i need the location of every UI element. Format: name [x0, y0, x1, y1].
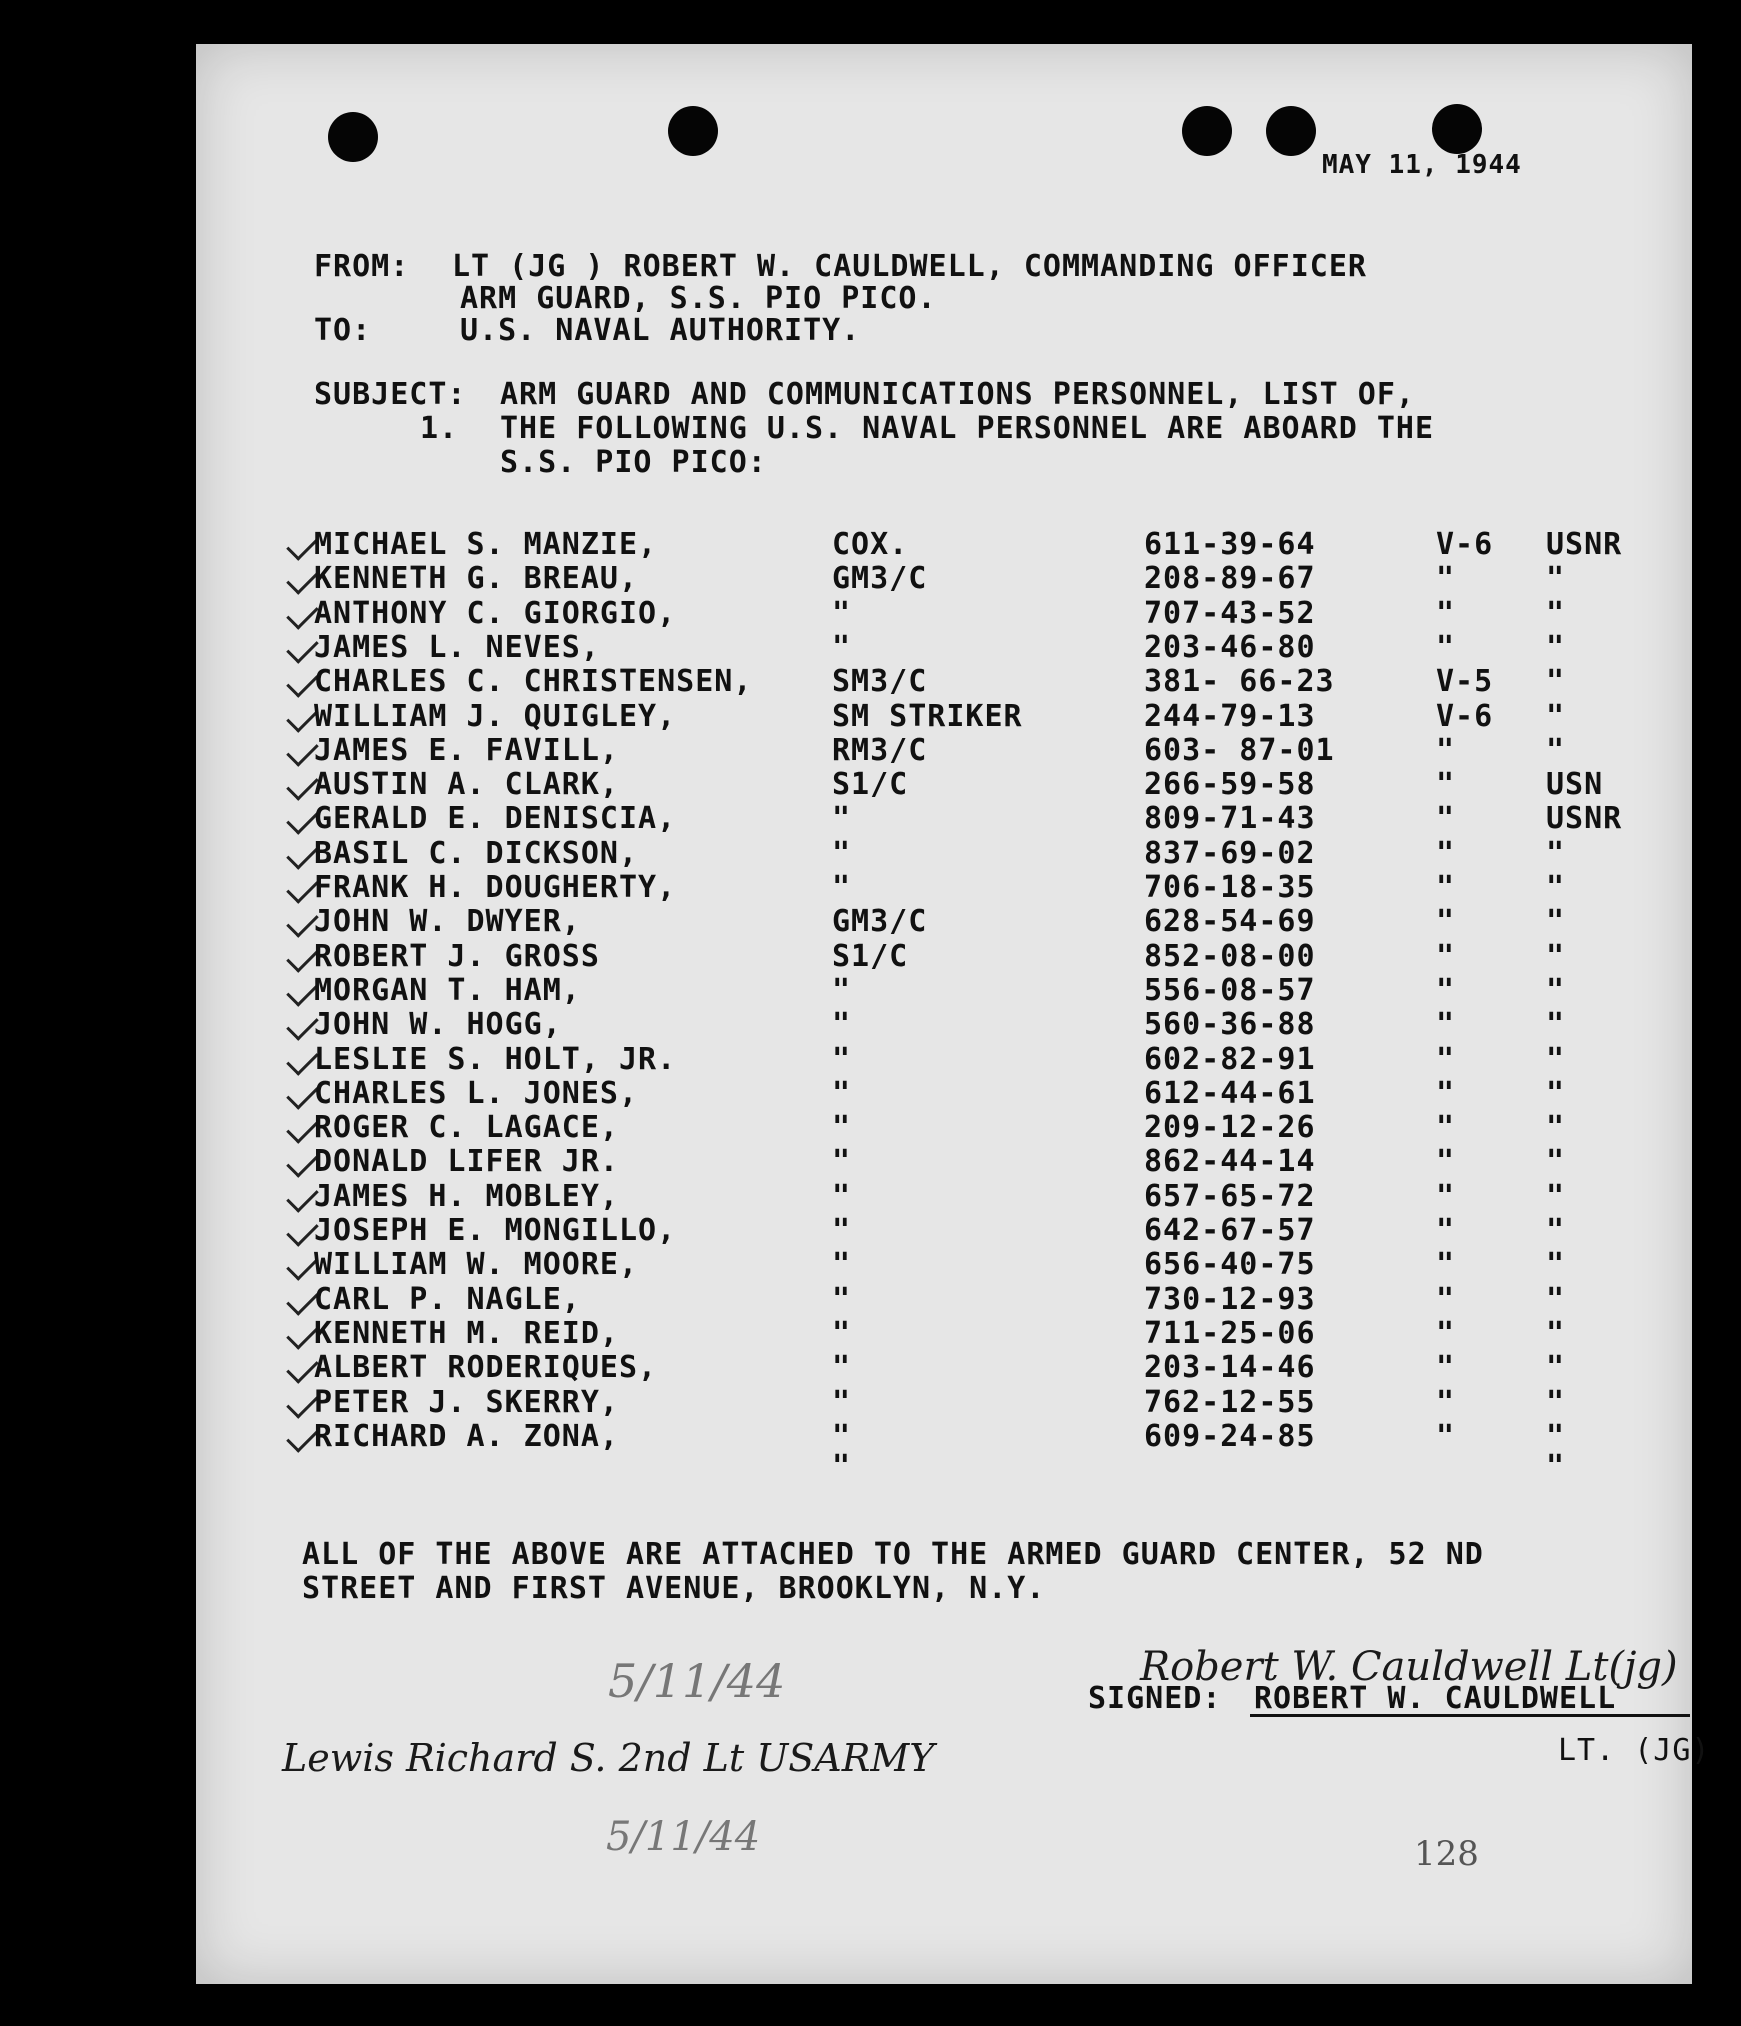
personnel-name: JAMES L. NEVES, — [314, 629, 600, 665]
personnel-name: ROBERT J. GROSS — [314, 938, 600, 974]
table-row — [196, 904, 1692, 941]
personnel-branch: " — [1546, 972, 1566, 1008]
table-row — [196, 629, 1692, 667]
personnel-service-number: 556-08-57 — [1144, 972, 1316, 1008]
personnel-branch: " — [1546, 629, 1566, 665]
personnel-rate: " — [832, 1075, 852, 1111]
personnel-rate: " — [832, 801, 852, 837]
personnel-rate: SM3/C — [832, 664, 928, 700]
personnel-name: JOSEPH E. MONGILLO, — [314, 1213, 677, 1248]
personnel-rate: " — [832, 870, 852, 905]
personnel-service-number: 809-71-43 — [1144, 801, 1316, 837]
personnel-name: ALBERT RODERIQUES, — [314, 1350, 658, 1386]
personnel-name: CHARLES C. CHRISTENSEN, — [314, 664, 753, 700]
personnel-branch: " — [1546, 664, 1566, 700]
personnel-class: " — [1436, 1213, 1456, 1248]
personnel-class: " — [1436, 1350, 1456, 1386]
table-row — [196, 698, 1692, 736]
personnel-service-number: 203-46-80 — [1144, 629, 1316, 665]
from-line-2: ARM GUARD, S.S. PIO PICO. — [460, 281, 937, 316]
personnel-service-number: 602-82-91 — [1144, 1041, 1316, 1077]
personnel-branch: " — [1546, 870, 1566, 905]
personnel-branch: " — [1546, 1247, 1566, 1283]
personnel-branch: " — [1546, 1350, 1566, 1386]
personnel-branch: USN — [1546, 767, 1604, 803]
personnel-branch: " — [1546, 1315, 1566, 1351]
personnel-name: PETER J. SKERRY, — [314, 1384, 619, 1420]
personnel-branch: " — [1546, 1007, 1566, 1043]
personnel-rate: GM3/C — [832, 561, 928, 597]
personnel-class: " — [1436, 801, 1456, 837]
personnel-service-number: 203-14-46 — [1144, 1350, 1316, 1386]
personnel-service-number: 762-12-55 — [1144, 1384, 1316, 1420]
personnel-rate: GM3/C — [832, 904, 928, 940]
personnel-rate: " — [832, 972, 852, 1008]
personnel-rate: " — [832, 1007, 852, 1043]
personnel-service-number: 862-44-14 — [1144, 1144, 1316, 1180]
table-row — [196, 1281, 1692, 1319]
personnel-service-number: 560-36-88 — [1144, 1007, 1316, 1043]
handwritten-signature: Robert W. Cauldwell Lt(jg) — [1140, 1644, 1678, 1690]
personnel-class: " — [1436, 835, 1456, 871]
personnel-rate: S1/C — [832, 938, 909, 974]
footer-line-1: ALL OF THE ABOVE ARE ATTACHED TO THE ARMED GUARD CENTER, 52 ND — [302, 1537, 1484, 1572]
personnel-rate: " — [832, 1418, 852, 1454]
punch-hole — [1432, 104, 1482, 154]
personnel-name: MICHAEL S. MANZIE, — [314, 527, 658, 562]
personnel-class: " — [1436, 561, 1456, 597]
personnel-service-number: 266-59-58 — [1144, 767, 1316, 803]
personnel-service-number: 381- 66-23 — [1144, 664, 1335, 700]
table-row — [196, 1213, 1692, 1250]
personnel-name: ANTHONY C. GIORGIO, — [314, 595, 677, 631]
personnel-service-number: 612-44-61 — [1144, 1075, 1316, 1111]
to-value: U.S. NAVAL AUTHORITY. — [460, 313, 861, 348]
personnel-branch: " — [1546, 1418, 1566, 1454]
paragraph-line-2: S.S. PIO PICO: — [500, 445, 767, 480]
personnel-name: WILLIAM W. MOORE, — [314, 1247, 639, 1283]
table-row — [196, 870, 1692, 907]
table-row — [196, 972, 1692, 1010]
personnel-name: KENNETH M. REID, — [314, 1315, 619, 1351]
personnel-branch: " — [1546, 835, 1566, 871]
personnel-rate: " — [832, 1281, 852, 1317]
personnel-name: KENNETH G. BREAU, — [314, 561, 639, 597]
ditto-mark: " — [1546, 1449, 1566, 1485]
personnel-class: " — [1436, 1384, 1456, 1420]
personnel-class: " — [1436, 1178, 1456, 1214]
personnel-class: " — [1436, 767, 1456, 803]
personnel-service-number: 209-12-26 — [1144, 1110, 1316, 1146]
personnel-class: " — [1436, 732, 1456, 768]
table-row — [196, 1075, 1692, 1113]
personnel-branch: " — [1546, 732, 1566, 768]
to-label: TO: — [314, 313, 372, 348]
personnel-service-number: 707-43-52 — [1144, 595, 1316, 631]
from-label: FROM: — [314, 249, 410, 284]
personnel-branch: " — [1546, 561, 1566, 597]
personnel-rate: " — [832, 1350, 852, 1386]
personnel-rate: " — [832, 1247, 852, 1283]
personnel-branch: " — [1546, 1213, 1566, 1248]
personnel-class: " — [1436, 870, 1456, 905]
personnel-service-number: 208-89-67 — [1144, 561, 1316, 597]
personnel-branch: " — [1546, 595, 1566, 631]
table-row — [196, 1041, 1692, 1079]
personnel-service-number: 603- 87-01 — [1144, 732, 1335, 768]
personnel-class: " — [1436, 1281, 1456, 1317]
table-row — [196, 1247, 1692, 1284]
personnel-class: V-6 — [1436, 527, 1494, 562]
paragraph-number: 1. — [420, 411, 459, 446]
subject-label: SUBJECT: — [314, 377, 467, 412]
signed-name: ROBERT W. CAULDWELL — [1254, 1681, 1617, 1716]
table-row — [196, 1144, 1692, 1181]
personnel-class: " — [1436, 595, 1456, 631]
personnel-rate: RM3/C — [832, 732, 928, 768]
personnel-rate: " — [832, 595, 852, 631]
table-row — [196, 1110, 1692, 1147]
personnel-rate: " — [832, 1315, 852, 1351]
personnel-class: " — [1436, 1075, 1456, 1111]
table-row — [196, 664, 1692, 701]
personnel-service-number: 642-67-57 — [1144, 1213, 1316, 1248]
trailing-ditto-row — [196, 1449, 1692, 1486]
handwritten-note: Lewis Richard S. 2nd Lt USARMY — [282, 1736, 935, 1780]
table-row — [196, 1418, 1692, 1456]
personnel-class: " — [1436, 1110, 1456, 1146]
personnel-service-number: 657-65-72 — [1144, 1178, 1316, 1214]
personnel-name: MORGAN T. HAM, — [314, 972, 581, 1008]
personnel-rate: " — [832, 1384, 852, 1420]
pencil-initials-date-1: 5/11/44 — [608, 1654, 786, 1708]
table-row — [196, 1007, 1692, 1044]
personnel-service-number: 611-39-64 — [1144, 527, 1316, 562]
personnel-branch: USNR — [1546, 801, 1623, 837]
personnel-rate: " — [832, 1213, 852, 1248]
ditto-mark: " — [832, 1449, 852, 1485]
personnel-name: JAMES H. MOBLEY, — [314, 1178, 619, 1214]
personnel-service-number: 244-79-13 — [1144, 698, 1316, 734]
personnel-branch: " — [1546, 1110, 1566, 1146]
footer-line-2: STREET AND FIRST AVENUE, BROOKLYN, N.Y. — [302, 1571, 1046, 1606]
from-line-1: LT (JG ) ROBERT W. CAULDWELL, COMMANDING OFFICER — [452, 249, 1367, 284]
table-row — [196, 561, 1692, 598]
personnel-rate: " — [832, 1144, 852, 1180]
subject-value: ARM GUARD AND COMMUNICATIONS PERSONNEL, LIST OF, — [500, 377, 1415, 412]
punch-hole — [668, 106, 718, 156]
personnel-class: " — [1436, 1144, 1456, 1180]
personnel-rate: " — [832, 1178, 852, 1214]
personnel-branch: " — [1546, 1144, 1566, 1180]
personnel-name: LESLIE S. HOLT, JR. — [314, 1041, 677, 1077]
personnel-roster — [196, 527, 1692, 1530]
personnel-class: " — [1436, 629, 1456, 665]
personnel-branch: " — [1546, 938, 1566, 974]
personnel-class: " — [1436, 1247, 1456, 1283]
personnel-rate: " — [832, 629, 852, 665]
paragraph-line-1: THE FOLLOWING U.S. NAVAL PERSONNEL ARE ABOARD THE — [500, 411, 1435, 446]
personnel-name: AUSTIN A. CLARK, — [314, 767, 619, 803]
personnel-name: CARL P. NAGLE, — [314, 1281, 581, 1317]
memo-date: MAY 11, 1944 — [1322, 150, 1522, 180]
personnel-name: JAMES E. FAVILL, — [314, 732, 619, 768]
personnel-class: " — [1436, 1418, 1456, 1454]
personnel-service-number: 656-40-75 — [1144, 1247, 1316, 1283]
signer-rank: LT. (JG) — [1558, 1733, 1711, 1768]
personnel-branch: " — [1546, 1041, 1566, 1077]
document-page — [196, 44, 1711, 1984]
personnel-name: DONALD LIFER JR. — [314, 1144, 619, 1180]
personnel-branch: " — [1546, 698, 1566, 734]
personnel-class: V-5 — [1436, 664, 1494, 700]
table-row — [196, 938, 1692, 976]
table-row — [196, 835, 1692, 873]
punch-hole — [328, 112, 378, 162]
pencil-initials-date-2: 5/11/44 — [606, 1814, 761, 1860]
personnel-service-number: 711-25-06 — [1144, 1315, 1316, 1351]
personnel-service-number: 852-08-00 — [1144, 938, 1316, 974]
personnel-rate: S1/C — [832, 767, 909, 803]
punch-hole — [1182, 106, 1232, 156]
personnel-branch: " — [1546, 1384, 1566, 1420]
personnel-name: BASIL C. DICKSON, — [314, 835, 639, 871]
personnel-branch: " — [1546, 904, 1566, 940]
table-row — [196, 1350, 1692, 1387]
personnel-branch: USNR — [1546, 527, 1623, 562]
personnel-name: WILLIAM J. QUIGLEY, — [314, 698, 677, 734]
signed-label: SIGNED: — [1088, 1681, 1222, 1716]
personnel-class: " — [1436, 972, 1456, 1008]
page-number: 128 — [1414, 1834, 1479, 1874]
personnel-branch: " — [1546, 1178, 1566, 1214]
personnel-rate: " — [832, 835, 852, 871]
personnel-name: CHARLES L. JONES, — [314, 1075, 639, 1111]
punch-hole — [1266, 106, 1316, 156]
personnel-rate: SM STRIKER — [832, 698, 1023, 734]
table-row — [196, 595, 1692, 633]
personnel-name: FRANK H. DOUGHERTY, — [314, 870, 677, 905]
personnel-service-number: 837-69-02 — [1144, 835, 1316, 871]
personnel-branch: " — [1546, 1075, 1566, 1111]
personnel-class: " — [1436, 1041, 1456, 1077]
personnel-service-number: 628-54-69 — [1144, 904, 1316, 940]
table-row — [196, 1384, 1692, 1422]
personnel-class: " — [1436, 1007, 1456, 1043]
personnel-rate: " — [832, 1041, 852, 1077]
personnel-name: GERALD E. DENISCIA, — [314, 801, 677, 837]
signature-underline — [1250, 1714, 1690, 1717]
table-row — [196, 527, 1692, 564]
personnel-service-number: 730-12-93 — [1144, 1281, 1316, 1317]
personnel-service-number: 706-18-35 — [1144, 870, 1316, 905]
personnel-name: RICHARD A. ZONA, — [314, 1418, 619, 1454]
personnel-rate: COX. — [832, 527, 909, 562]
personnel-service-number: 609-24-85 — [1144, 1418, 1316, 1454]
personnel-rate: " — [832, 1110, 852, 1146]
personnel-name: JOHN W. DWYER, — [314, 904, 581, 940]
personnel-name: JOHN W. HOGG, — [314, 1007, 562, 1043]
personnel-class: " — [1436, 1315, 1456, 1351]
table-row — [196, 1315, 1692, 1353]
table-row — [196, 1178, 1692, 1216]
personnel-class: " — [1436, 904, 1456, 940]
table-row — [196, 732, 1692, 770]
table-row — [196, 767, 1692, 804]
table-row — [196, 801, 1692, 838]
personnel-class: " — [1436, 938, 1456, 974]
personnel-class: V-6 — [1436, 698, 1494, 734]
personnel-branch: " — [1546, 1281, 1566, 1317]
personnel-name: ROGER C. LAGACE, — [314, 1110, 619, 1146]
